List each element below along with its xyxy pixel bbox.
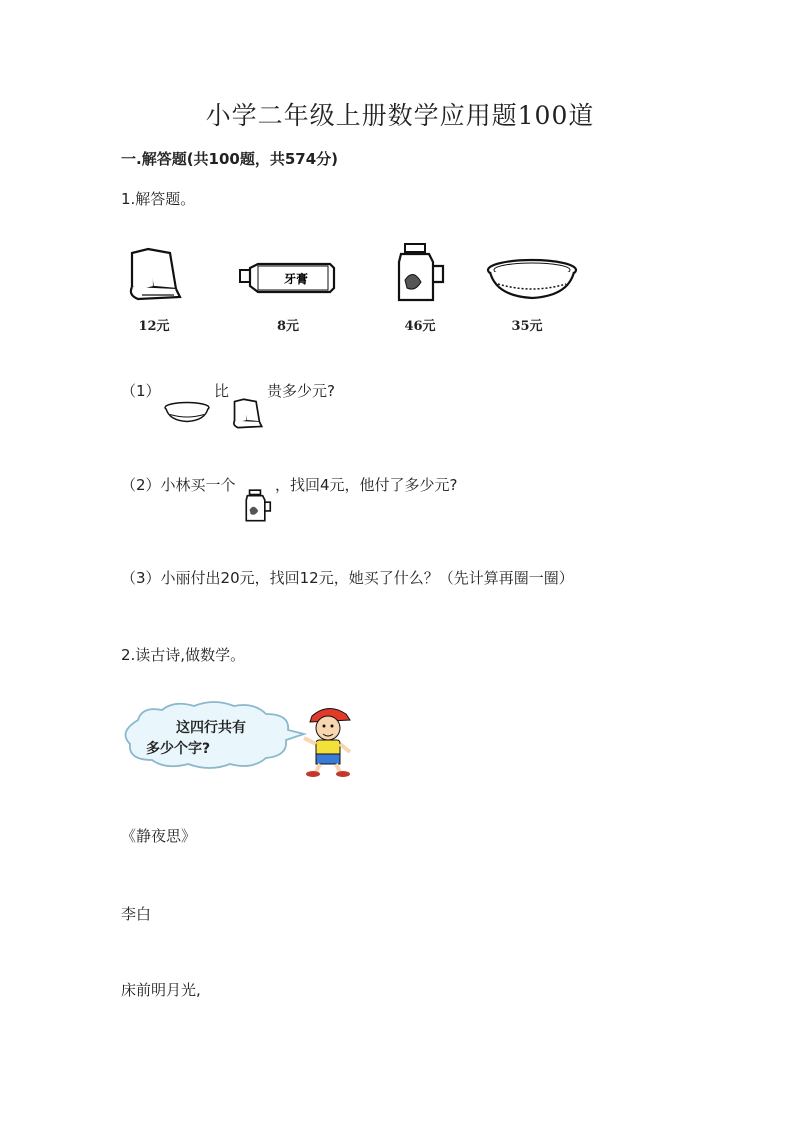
sub1-compare: 比 [214, 382, 230, 400]
price-cup: 46元 [404, 319, 436, 334]
sub2-end: ，找回4元，他付了多少元? [275, 476, 458, 494]
item-cup [393, 242, 448, 304]
toothpaste-label: 牙膏 [284, 272, 309, 286]
sub3-text: （3）小丽付出20元，找回12元，她买了什么？（先计算再圈一圈） [121, 569, 574, 587]
price-bowl: 35元 [511, 319, 543, 334]
section-heading: 一.解答题(共100题，共574分) [121, 150, 339, 168]
poem-line-1: 床前明月光, [121, 981, 201, 999]
question-1-heading: 1.解答题。 [121, 190, 196, 208]
cup-icon [393, 242, 448, 304]
item-towel [124, 245, 184, 305]
page-title: 小学二年级上册数学应用题100道 [205, 101, 595, 130]
sub1-number: （1） [121, 382, 161, 400]
bowl-icon [484, 256, 580, 302]
towel-icon [230, 397, 264, 431]
poem-author: 李白 [121, 905, 152, 923]
sub2-cup [243, 488, 273, 524]
cartoon-boy-icon [298, 704, 360, 778]
sub1-towel [230, 397, 264, 431]
item-toothpaste [238, 258, 338, 298]
towel-icon [124, 245, 184, 305]
bubble-line-1: 这四行共有 [176, 720, 246, 736]
item-bowl [484, 256, 580, 302]
price-toothpaste: 8元 [276, 319, 300, 334]
price-towel: 12元 [138, 319, 170, 334]
cartoon-boy [298, 704, 360, 778]
sub2-start: （2）小林买一个 [121, 476, 236, 494]
bowl-icon [163, 400, 211, 424]
sub1-bowl [163, 400, 211, 424]
cup-icon [243, 488, 273, 524]
toothpaste-icon [238, 258, 338, 298]
question-2-heading: 2.读古诗,做数学。 [121, 646, 246, 664]
bubble-line-2: 多少个字? [146, 741, 211, 757]
sub1-question: 贵多少元? [267, 382, 335, 400]
poem-title: 《静夜思》 [121, 827, 197, 845]
